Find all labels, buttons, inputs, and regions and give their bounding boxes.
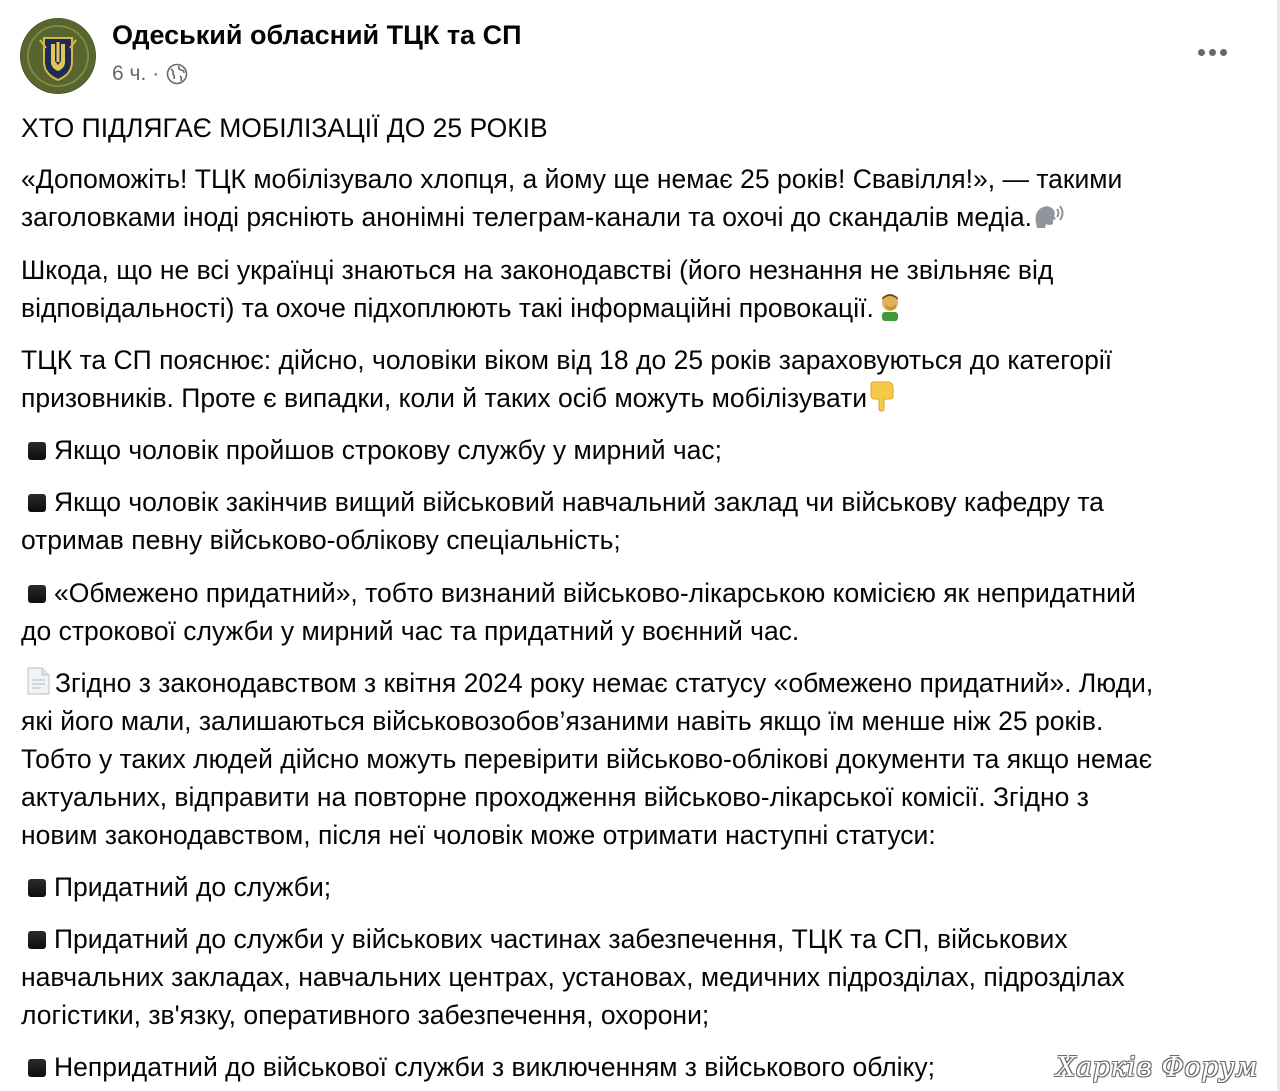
paragraph-status [21, 664, 1261, 854]
emblem-icon [20, 18, 96, 94]
facepalm-icon [874, 290, 906, 322]
paragraph-line: ТЦК та СП пояснює: дійсно, чоловіки віком від 18 до 25 років зараховуються до категорії [21, 345, 1113, 375]
list-item-line: Якщо чоловік пройшов строкову службу у мирний час; [54, 435, 723, 465]
paragraph-intro [21, 160, 1261, 236]
paragraph-line: призовників. Проте є випадки, коли й таких осіб можуть мобілізувати [21, 383, 868, 413]
globe-icon[interactable] [166, 63, 188, 85]
document-icon [21, 666, 55, 696]
list-item-line: до строкової служби у мирний час та придатний у воєнний час. [21, 616, 800, 646]
list-item [21, 920, 1261, 1034]
paragraph-law [21, 251, 1261, 327]
page-avatar[interactable] [20, 18, 96, 94]
black-square-icon [28, 1059, 46, 1077]
list-item [21, 431, 1261, 469]
list-item-line: Придатний до служби; [54, 872, 332, 902]
list-item-line: Придатний до служби у військових частинах забезпечення, ТЦК та СП, військових [54, 924, 1068, 954]
black-square-icon [28, 442, 46, 460]
black-square-icon [28, 931, 46, 949]
page-name-link[interactable]: Одеський обласний ТЦК та СП [112, 20, 522, 50]
list-item-line: Непридатний до військової служби з виключенням з військового обліку; [54, 1052, 936, 1082]
more-dot [1209, 49, 1216, 56]
paragraph-line: заголовками іноді рясніють анонімні телеграм-канали та охочі до скандалів медіа. [21, 202, 1033, 232]
list-item-line: навчальних закладах, навчальних центрах, установах, медичних підрозділах, підрозділах [21, 962, 1125, 992]
more-dot [1220, 49, 1227, 56]
paragraph-line: актуальних, відправити на повторне проходження військово-лікарської комісії. Згідно з [21, 782, 1089, 812]
post-meta [112, 62, 188, 86]
paragraph-line: новим законодавством, після неї чоловік може отримати наступні статуси: [21, 820, 936, 850]
pointing-down-icon [867, 380, 897, 412]
watermark: Харків Форум [1056, 1052, 1258, 1083]
list-item-line: логістики, зв'язку, оперативного забезпечення, охорони; [21, 1000, 710, 1030]
paragraph-line: «Допоможіть! ТЦК мобілізувало хлопця, а йому ще немає 25 років! Свавілля!», — такими [21, 164, 1123, 194]
paragraph-line: які його мали, залишаються військовозобов’язаними навіть якщо їм менше ніж 25 років. [21, 706, 1104, 736]
list-item [21, 868, 1261, 906]
post-time[interactable]: 6 ч. [112, 62, 147, 85]
speaking-head-icon [1032, 201, 1066, 231]
list-item-line: «Обмежено придатний», тобто визнаний військово-лікарською комісією як непридатний [54, 578, 1136, 608]
black-square-icon [28, 879, 46, 897]
list-item-line: отримав певну військово-облікову спеціальність; [21, 525, 621, 555]
meta-separator: · [152, 62, 160, 85]
paragraph-line: Шкода, що не всі українці знаються на законодавстві (його незнання не звільняє від [21, 255, 1054, 285]
more-options-button[interactable] [1190, 34, 1234, 70]
paragraph-line: Тобто у таких людей дійсно можуть перевірити військово-облікові документи та якщо немає [21, 744, 1153, 774]
black-square-icon [28, 494, 46, 512]
more-dot [1198, 49, 1205, 56]
paragraph-line: відповідальності) та охоче підхоплюють такі інформаційні провокації. [21, 293, 874, 323]
list-item [21, 574, 1261, 650]
paragraph-explain [21, 341, 1261, 417]
list-item-line: Якщо чоловік закінчив вищий військовий навчальний заклад чи військову кафедру та [54, 487, 1104, 517]
black-square-icon [28, 585, 46, 603]
paragraph-line: Згідно з законодавством з квітня 2024 року немає статусу «обмежено придатний». Люди, [55, 668, 1154, 698]
list-item [21, 483, 1261, 559]
post-title: ХТО ПІДЛЯГАЄ МОБІЛІЗАЦІЇ ДО 25 РОКІВ [21, 113, 548, 143]
